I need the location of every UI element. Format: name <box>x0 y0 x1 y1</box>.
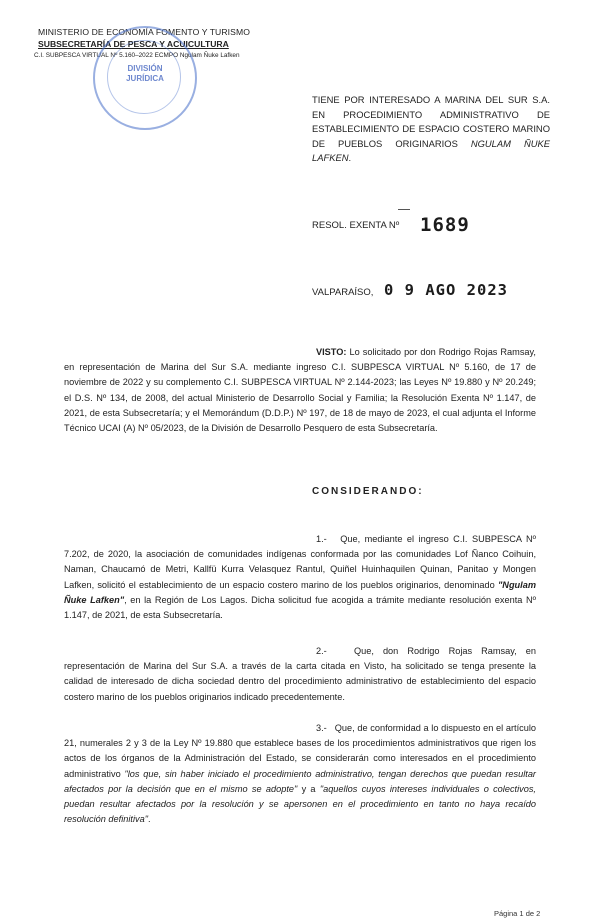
ministry-name: MINISTERIO DE ECONOMÍA FOMENTO Y TURISMO <box>38 27 251 37</box>
ecmpo-name-quoted: "Ngulam Ñuke Lafken" <box>64 579 536 605</box>
resolution-number: 1689 <box>420 214 470 236</box>
resolution-label: RESOL. EXENTA Nº <box>312 220 400 231</box>
legal-quote-2: "aquellos cuyos intereses individuales o colectivos, puedan resultar afectados por la resolución y se apersonen en el procedimiento en tanto no haya recaído resolución definitiva" <box>64 783 536 825</box>
handwritten-mark <box>398 209 410 210</box>
resolution-subject: TIENE POR INTERESADO A MARINA DEL SUR S.A. EN PROCEDIMIENTO ADMINISTRATIVO DE ESTABLECIMIENTO DE ESPACIO COSTERO MARINO DE PUEBLOS ORIGINARIOS NGULAM ÑUKE LAFKEN. <box>312 94 551 164</box>
undersecretariat-name: SUBSECRETARÍA DE PESCA Y ACUICULTURA <box>38 38 229 49</box>
considerando-paragraph-2: 2.- Que, don Rodrigo Rojas Ramsay, en representación de Marina del Sur S.A. a través de la carta citada en Visto, ha solicitado se tenga presente la calidad de interesado de dicha sociedad dentro del procedimiento administrativo de establecimiento del espacio costero marino de los pueblos originarios indicado precedentemente. <box>64 646 536 702</box>
date-stamp: 0 9 AGO 2023 <box>384 281 508 299</box>
reference-code: C.I. SUBPESCA VIRTUAL Nº 5.160–2022 ECMPO Ngulam Ñuke Lafken <box>34 52 240 59</box>
place-label: VALPARAÍSO, <box>312 287 374 298</box>
considerando-paragraph-1: 1.- Que, mediante el ingreso C.I. SUBPESCA Nº 7.202, de 2020, la asociación de comunidades indígenas conformada por las comunidades Lof Ñanco Coihuin, Naman, Chaucamó de Metri, Kallfü Kurra Velasquez Rantul, Quiñel Huinhaquilen Quinan, Panitao y Mongen Lafken, solicitó el establecimiento de un espacio costero marino de los pueblos originarios, denominado "Ngulam Ñuke Lafken", en la Región de Los Lagos. Dicha solicitud fue acogida a trámite mediante resolución exenta Nº 1.147, de 2021, de esta Subsecretaría. <box>64 534 536 621</box>
visto-label: VISTO: <box>316 347 347 357</box>
official-seal-stamp <box>93 26 197 130</box>
considerando-paragraph-3: 3.- Que, de conformidad a lo dispuesto en el artículo 21, numerales 2 y 3 de la Ley Nº 19.880 que establece bases de los procedimientos administrativos que rigen los actos de los órganos de la Administración del Estado, se considerarán como interesados en el procedimiento administrativo "los que, sin haber iniciado el procedimiento administrativo, tengan derechos que puedan resultar afectados por la decisión que en el mismo se adopte" y a "aquellos cuyos intereses individuales o colectivos, puedan resultar afectados por la resolución y se apersonen en el procedimiento en tanto no haya recaído resolución definitiva". <box>64 723 536 825</box>
page-number: Página 1 de 2 <box>494 909 541 918</box>
considerando-heading: CONSIDERANDO: <box>312 486 424 497</box>
seal-center-text: DIVISIÓN JURÍDICA <box>126 64 164 83</box>
visto-paragraph: VISTO: Lo solicitado por don Rodrigo Rojas Ramsay, en representación de Marina del Sur S.A. mediante ingreso C.I. SUBPESCA VIRTUAL Nº 5.160, de 17 de noviembre de 2022 y su complemento C.I. SUBPESCA VIRTUAL Nº 2.144-2023; las Leyes Nº 19.880 y Nº 20.249; el D.S. Nº 134, de 2008, del actual Ministerio de Desarrollo Social y Familia; la Resolución Exenta Nº 1.147, de 2021, de esta Subsecretaría; y el Memorándum (D.D.P.) Nº 197, de 18 de mayo de 2023, el cual adjunta el Informe Técnico UCAI (A) Nº 05/2023, de la División de Desarrollo Pesquero de esta Subsecretaría. <box>64 347 536 434</box>
ecmpo-name: NGULAM ÑUKE LAFKEN <box>312 137 551 164</box>
legal-quote-1: "los que, sin haber iniciado el procedimiento administrativo, tengan derechos que puedan resultar afectados por la decisión que en el mismo se adopte" <box>64 768 536 794</box>
